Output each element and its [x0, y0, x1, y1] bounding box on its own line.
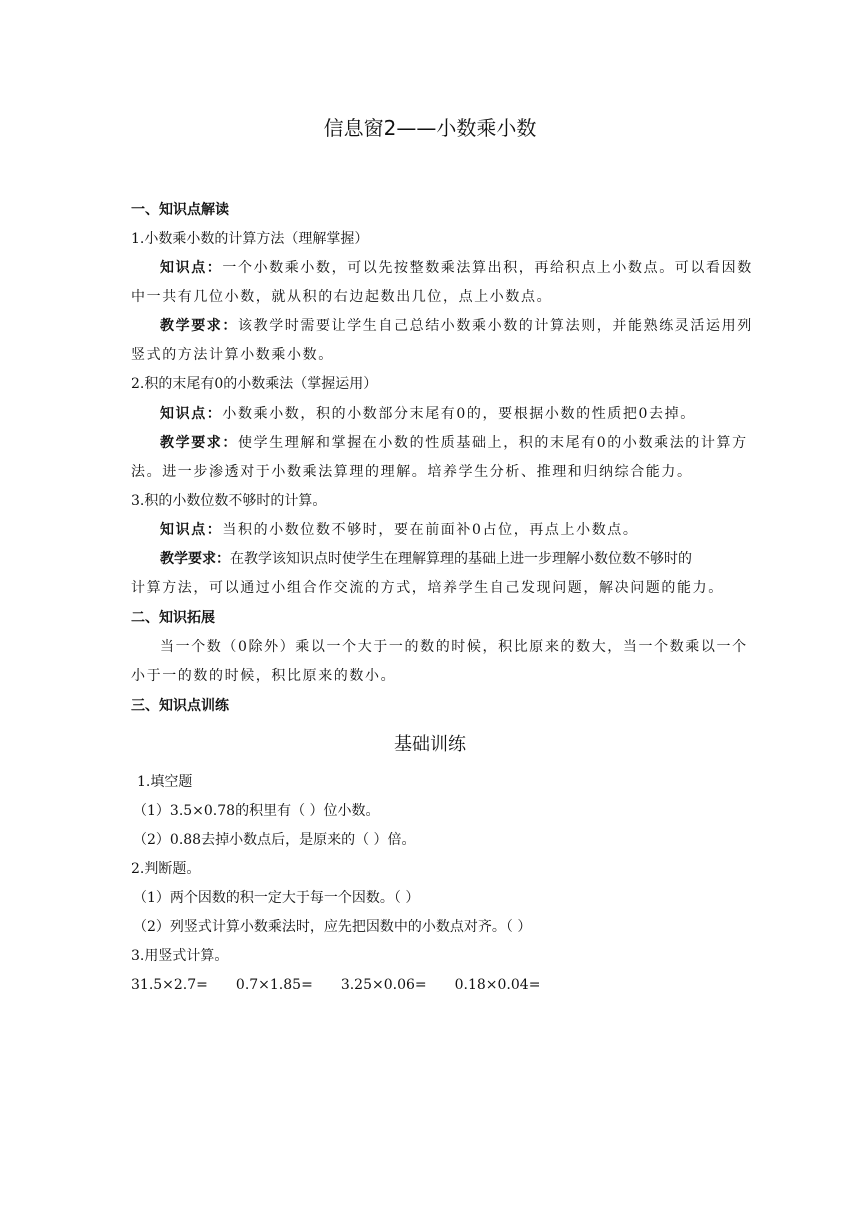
calc-item: 31.5×2.7=	[131, 977, 208, 993]
knowledge-text: 当积的小数位数不够时，要在前面补0占位，再点上小数点。	[222, 522, 639, 538]
requirement-text: 在教学该知识点时使学生在理解算理的基础上进一步理解小数位数不够时的	[230, 551, 692, 567]
requirement-label: 教学要求：	[160, 318, 238, 334]
item1-requirement-line2: 竖式的方法计算小数乘小数。	[131, 347, 334, 363]
knowledge-label: 知识点：	[160, 522, 223, 538]
item1-knowledge-line2: 中一共有几位小数，就从积的右边起数出几位，点上小数点。	[131, 289, 553, 305]
item3-title: 3.积的小数位数不够时的计算。	[131, 493, 327, 509]
requirement-text: 该教学时需要让学生自己总结小数乘小数的计算法则，并能熟练灵活运用列	[238, 318, 753, 334]
section2-line1: 当一个数（0除外）乘以一个大于一的数的时候，积比原来的数大，当一个数乘以一个	[160, 639, 748, 655]
item1-requirement-line1	[160, 316, 753, 336]
q1-a: （1）3.5×0.78的积里有（ ）位小数。	[133, 803, 380, 819]
knowledge-text: 小数乘小数，积的小数部分末尾有0的，要根据小数的性质把0去掉。	[222, 406, 696, 422]
item3-knowledge-line1	[160, 520, 639, 540]
knowledge-label: 知识点：	[160, 260, 223, 276]
section2-heading: 二、知识拓展	[131, 610, 215, 626]
calc-item: 0.18×0.04=	[454, 977, 541, 993]
section2-line2: 小于一的数的时候，积比原来的数小。	[131, 668, 397, 684]
q3-calculations	[131, 975, 568, 995]
item1-knowledge-line1	[160, 258, 753, 278]
item3-requirement-line2: 计算方法，可以通过小组合作交流的方式，培养学生自己发现问题，解决问题的能力。	[131, 580, 724, 596]
calc-item: 3.25×0.06=	[340, 977, 427, 993]
requirement-label: 教学要求：	[160, 551, 230, 567]
requirement-text: 使学生理解和掌握在小数的性质基础上，积的末尾有0的小数乘法的计算方	[238, 435, 748, 451]
q2-b: （2）列竖式计算小数乘法时，应先把因数中的小数点对齐。（ ）	[133, 919, 532, 935]
requirement-label: 教学要求：	[160, 435, 238, 451]
calc-item: 0.7×1.85=	[235, 977, 313, 993]
section1-heading: 一、知识点解读	[131, 202, 229, 218]
q3-title: 3.用竖式计算。	[131, 948, 229, 964]
item3-requirement-line1	[160, 549, 692, 569]
knowledge-text: 一个小数乘小数，可以先按整数乘法算出积，再给积点上小数点。可以看因数	[222, 260, 753, 276]
item1-title: 1.小数乘小数的计算方法（理解掌握）	[131, 231, 369, 247]
item2-knowledge-line1	[160, 404, 696, 424]
knowledge-label: 知识点：	[160, 406, 223, 422]
training-subtitle: 基础训练	[394, 734, 466, 755]
q1-b: （2）0.88去掉小数点后，是原来的（ ）倍。	[133, 832, 416, 848]
item2-requirement-line2: 法。进一步渗透对于小数乘法算理的理解。培养学生分析、推理和归纳综合能力。	[131, 464, 693, 480]
page-title: 信息窗2——小数乘小数	[323, 116, 537, 140]
item2-title: 2.积的末尾有0的小数乘法（掌握运用）	[131, 376, 378, 392]
q1-title: 1.填空题	[137, 774, 193, 790]
section3-heading: 三、知识点训练	[131, 698, 229, 714]
item2-requirement-line1	[160, 433, 748, 453]
q2-title: 2.判断题。	[131, 861, 201, 877]
q2-a: （1）两个因数的积一定大于每一个因数。（ ）	[133, 890, 420, 906]
